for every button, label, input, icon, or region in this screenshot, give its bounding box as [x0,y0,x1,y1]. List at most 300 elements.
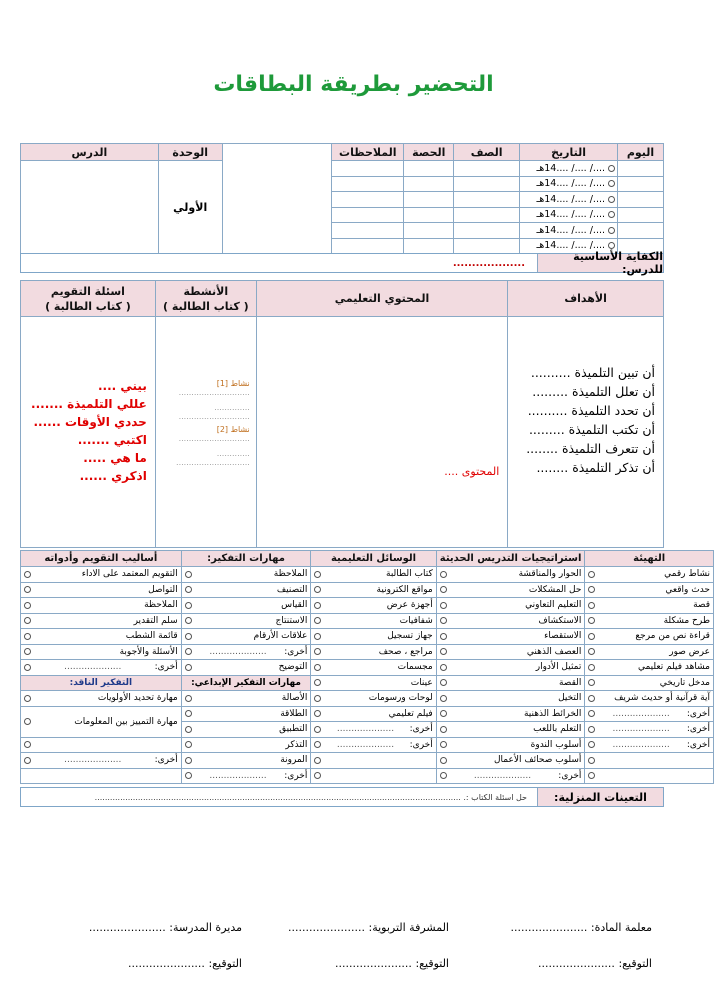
unit-value: الأولي [158,161,222,254]
objective-item: أن تكتب التلميذة ......... [528,422,655,437]
warmup-option-label: مشاهد فيلم تعليمي [637,662,710,673]
assessment-cell[interactable] [21,567,182,583]
radio-icon [314,602,321,609]
strategy-option[interactable] [440,755,582,765]
lesson-info-table [20,143,664,254]
thinking-cell[interactable] [181,613,311,629]
evaluation-item: بيني .... [97,379,147,393]
warmup-cell[interactable] [585,753,714,769]
radio-icon [440,617,447,624]
radio-icon [440,710,447,717]
radio-icon [185,571,192,578]
strategy-option[interactable] [440,600,582,610]
evaluation-item: حددي الأوقات ...... [33,415,147,429]
day-cell[interactable] [618,223,664,239]
radio-icon [185,757,192,764]
thinking-option[interactable] [185,569,308,579]
warmup-cell[interactable] [585,706,714,722]
aid-option[interactable] [314,662,432,672]
strategy-cell[interactable] [436,629,585,645]
period-cell[interactable] [404,176,454,192]
thinking-option-label: أخرى: [284,770,308,781]
activities-cell[interactable] [155,317,256,548]
warmup-option[interactable] [588,616,710,626]
other-dots: .................... [612,724,670,735]
day-cell[interactable] [618,161,664,177]
notes-cell[interactable] [332,192,404,208]
class-cell[interactable] [454,223,520,239]
class-cell[interactable] [454,176,520,192]
principal-sign-field[interactable]: ...................... [128,957,205,970]
radio-icon [440,726,447,733]
radio-icon [440,757,447,764]
thinking-option[interactable] [185,771,308,781]
date-cell[interactable]: ..../ ..../ ....14هـ [520,161,618,177]
aids-header: الوسائل التعليمية [311,551,436,567]
radio-icon [185,772,192,779]
radio-icon [314,726,321,733]
evaluation-header: اسئلة التقويم ( كتاب الطالبة ) [21,281,156,317]
strategy-option-label: أخرى: [558,770,582,781]
evaluation-item: عللي التلميذة ....... [31,397,147,411]
other-dots: .................... [612,739,670,750]
thinking-option[interactable] [185,662,308,672]
aid-option[interactable] [314,693,432,703]
strategy-option-label: الاستقصاء [544,631,582,642]
assessment-cell[interactable] [21,753,182,769]
objective-item: أن تعلل التلميذة ......... [532,384,655,399]
other-dots: .................... [336,739,395,750]
radio-icon [440,772,447,779]
thinking-option-label: أخرى: [284,646,308,657]
aid-cell[interactable] [311,737,436,753]
thinking-cell[interactable] [181,567,311,583]
strategy-option-label: الاستكشاف [538,615,582,626]
warmup-cell[interactable] [585,737,714,753]
core-competency-label: الكفاية الأساسية للدرس: [537,254,663,272]
other-dots: .................... [64,755,122,766]
assessment-cell[interactable] [21,582,182,598]
warmup-cell[interactable] [585,613,714,629]
supervisor-sign-label: التوقيع: ...................... [335,957,449,970]
aid-option[interactable] [314,772,432,779]
strategy-option[interactable] [440,678,582,688]
aid-cell[interactable] [311,691,436,707]
date-cell[interactable]: ..../ ..../ ....14هـ [520,176,618,192]
aid-cell[interactable] [311,613,436,629]
warmup-option[interactable] [588,740,710,750]
thinking-cell[interactable] [181,644,311,660]
radio-icon [314,695,321,702]
radio-icon [440,633,447,640]
aid-cell[interactable] [311,629,436,645]
strategy-option[interactable] [440,724,582,734]
day-cell[interactable] [618,176,664,192]
strategy-option-label: أسلوب الندوة [530,739,582,750]
thinking-option[interactable] [185,647,308,657]
aid-option[interactable] [314,616,432,626]
radio-icon [24,741,31,748]
strategy-option-label: أسلوب صحائف الأعمال [494,755,582,766]
radio-icon [314,586,321,593]
warmup-header: التهيئة [585,551,714,567]
strategy-option-label: التخيل [558,693,582,704]
warmup-option-label: عرض صور [669,646,710,657]
assessment-option-label: مهارة تحديد الأولويات [97,693,178,704]
teaching-methods-table [20,550,714,784]
homework-text[interactable]: حل اسئلة الكتاب :. ................................................................................................................................................ [94,792,527,802]
period-cell[interactable] [404,161,454,177]
aid-option[interactable] [314,631,432,641]
aid-cell[interactable] [311,598,436,614]
assessment-option[interactable] [24,616,178,626]
strategy-cell[interactable] [436,706,585,722]
other-dots: .................... [209,770,267,781]
other-dots: .................... [209,646,267,657]
aid-cell[interactable] [311,660,436,676]
thinking-cell[interactable] [181,691,311,707]
notes-cell[interactable] [332,161,404,177]
radio-icon [314,571,321,578]
aid-option-label: شفافيات [399,615,433,626]
thinking-option[interactable] [185,616,308,626]
aid-option[interactable] [314,757,432,764]
assessment-option[interactable] [24,755,178,765]
aid-option[interactable] [314,585,432,595]
warmup-cell[interactable] [585,722,714,738]
warmup-cell[interactable] [585,768,714,784]
aid-cell[interactable] [311,644,436,660]
aid-option-label: فيلم تعليمي [388,708,433,719]
aid-option[interactable] [314,569,432,579]
teacher-sign-field[interactable]: ...................... [538,957,615,970]
radio-icon [314,617,321,624]
strategies-header: استراتيجيات التدريس الحديثة [436,551,585,567]
core-competency-row [20,250,664,276]
aid-cell[interactable] [311,675,436,691]
strategy-cell[interactable] [436,644,585,660]
strategy-option[interactable] [440,740,582,750]
teacher-field[interactable]: ...................... [510,921,588,934]
aid-option-label: أخرى: [409,724,433,735]
day-cell[interactable] [618,207,664,223]
aid-cell[interactable] [311,722,436,738]
warmup-cell[interactable] [585,644,714,660]
homework-row [20,787,664,807]
strategy-option-label: حل المشكلات [528,584,582,595]
strategy-option-label: الحوار والمناقشة [518,569,582,580]
strategy-cell[interactable] [436,753,585,769]
aid-cell[interactable] [311,706,436,722]
strategy-option[interactable] [440,585,582,595]
lesson-value[interactable] [21,161,159,254]
warmup-cell[interactable] [585,660,714,676]
radio-icon [440,602,447,609]
warmup-cell[interactable] [585,675,714,691]
thinking-cell[interactable] [181,737,311,753]
warmup-option-label: قراءة نص من مرجع [635,631,710,642]
strategy-cell[interactable] [436,660,585,676]
assessment-option[interactable] [24,631,178,641]
thinking-cell[interactable] [181,660,311,676]
thinking-option-label: التصنيف [276,584,308,595]
thinking-option[interactable] [185,709,308,719]
assessment-option[interactable] [24,569,178,579]
date-header: التاريخ [520,144,618,161]
strategy-option[interactable] [440,631,582,641]
aid-cell[interactable] [311,567,436,583]
thinking-cell[interactable] [181,706,311,722]
period-cell[interactable] [404,207,454,223]
supervisor-field[interactable]: ...................... [288,921,365,934]
radio-icon [24,617,31,624]
strategy-option-label: القصة [558,677,582,688]
content-cell[interactable] [256,317,507,548]
strategy-cell[interactable] [436,613,585,629]
aid-option[interactable] [314,709,432,719]
strategy-option[interactable] [440,693,582,703]
objective-item: أن تتعرف التلميذة ........ [526,441,655,456]
strategy-option[interactable] [440,709,582,719]
thinking-option[interactable] [185,631,308,641]
objective-item: أن تبين التلميذة .......... [530,365,655,380]
empty-cell [21,768,182,784]
thinking-cell[interactable] [181,598,311,614]
assessment-cell[interactable] [21,629,182,645]
teacher-label: معلمة المادة: ...................... [510,921,652,934]
date-cell[interactable]: ..../ ..../ ....14هـ [520,207,618,223]
radio-icon [440,679,447,686]
radio-icon [185,633,192,640]
radio-icon [440,648,447,655]
creative-thinking-header: مهارات التفكير الإبداعي: [181,675,311,691]
page-title: التحضير بطريقة البطاقات [213,72,494,97]
strategy-option-label: الخرائط الذهنية [523,708,582,719]
class-cell[interactable] [454,238,520,254]
thinking-cell[interactable] [181,768,311,784]
strategy-cell[interactable] [436,567,585,583]
period-cell[interactable] [404,223,454,239]
aid-option-label: لوحات ورسومات [368,693,433,704]
assessment-option[interactable] [24,741,178,748]
warmup-option[interactable] [588,772,710,779]
class-cell[interactable] [454,207,520,223]
supervisor-sign-field[interactable]: ...................... [335,957,412,970]
warmup-option[interactable] [588,569,710,579]
aid-option-label: مجسمات [397,662,433,673]
evaluation-cell[interactable] [21,317,156,548]
radio-icon [608,242,615,249]
strategy-cell[interactable] [436,691,585,707]
date-cell[interactable]: ..../ ..../ ....14هـ [520,192,618,208]
thinking-cell[interactable] [181,722,311,738]
strategy-option-label: التعلم باللعب [533,724,582,735]
assessment-cell[interactable] [21,644,182,660]
activity-1-label: نشاط [1] [216,379,250,388]
assessment-option-label: التقويم المعتمد على الاداء [81,569,178,580]
thinking-option[interactable] [185,740,308,750]
activity-line: ............................ [178,388,250,397]
evaluation-item: اذكري ...... [79,469,147,483]
strategy-option-label: التعليم التعاوني [525,600,582,611]
warmup-cell[interactable] [585,691,714,707]
warmup-option-label: أخرى: [686,739,710,750]
period-cell[interactable] [404,192,454,208]
aid-option[interactable] [314,724,432,734]
strategy-cell[interactable] [436,598,585,614]
activity-line: ............. [216,449,250,458]
assessment-option[interactable] [24,662,178,672]
radio-icon [24,648,31,655]
strategy-option[interactable] [440,771,582,781]
radio-icon [24,695,31,702]
aid-cell[interactable] [311,582,436,598]
assessment-option[interactable] [24,647,178,657]
thinking-option-label: الأصالة [281,693,308,704]
notes-cell[interactable] [332,223,404,239]
assessment-option-label: الملاحظة [144,600,178,611]
thinking-cell[interactable] [181,629,311,645]
assessment-cell[interactable] [21,660,182,676]
radio-icon [24,586,31,593]
supervisor-label: المشرفة التربوية: ...................... [288,921,449,934]
radio-icon [24,718,31,725]
warmup-option[interactable] [588,600,710,610]
aid-option[interactable] [314,678,432,688]
day-cell[interactable] [618,192,664,208]
activity-line: .............. [214,403,250,412]
class-cell[interactable] [454,192,520,208]
strategy-option[interactable] [440,569,582,579]
date-cell[interactable]: ..../ ..../ ....14هـ [520,238,618,254]
class-cell[interactable] [454,161,520,177]
radio-icon [24,633,31,640]
notes-cell[interactable] [332,176,404,192]
radio-icon [24,664,31,671]
warmup-cell[interactable] [585,582,714,598]
assessment-cell[interactable] [21,706,182,737]
warmup-option[interactable] [588,724,710,734]
radio-icon [314,741,321,748]
warmup-option[interactable] [588,709,710,719]
assessment-option-label: الأسئلة والأجوبة [119,646,178,657]
strategy-option[interactable] [440,662,582,672]
warmup-cell[interactable] [585,567,714,583]
assessment-cell[interactable] [21,691,182,707]
radio-icon [185,664,192,671]
aid-option[interactable] [314,600,432,610]
warmup-option[interactable] [588,757,710,764]
assessment-option[interactable] [24,585,178,595]
period-cell[interactable] [404,238,454,254]
assessment-option[interactable] [24,600,178,610]
strategy-option-label: العصف الذهني [526,646,582,657]
objective-item: أن تذكر التلميذة ........ [536,460,655,475]
assessment-option[interactable] [24,693,178,703]
radio-icon [314,633,321,640]
strategy-option[interactable] [440,616,582,626]
radio-icon [314,757,321,764]
warmup-option[interactable] [588,662,710,672]
assessment-option[interactable] [24,715,178,729]
strategy-option[interactable] [440,647,582,657]
assessment-header: أساليب التقويم وأدواته [21,551,182,567]
radio-icon [608,211,615,218]
notes-cell[interactable] [332,207,404,223]
period-header: الحصة [404,144,454,161]
thinking-cell[interactable] [181,753,311,769]
warmup-option[interactable] [588,647,710,657]
class-header: الصف [454,144,520,161]
aid-cell[interactable] [311,753,436,769]
warmup-option[interactable] [588,693,710,703]
radio-icon [314,679,321,686]
assessment-option-label: أخرى: [154,755,178,766]
lesson-plan-table [20,280,664,548]
activity-2-label: نشاط [2] [216,425,250,434]
critical-thinking-header: التفكير الناقد: [21,675,182,691]
aid-cell[interactable] [311,768,436,784]
strategy-cell[interactable] [436,675,585,691]
radio-icon [588,695,595,702]
activity-line: ............................ [178,434,250,443]
radio-icon [588,664,595,671]
assessment-option-label: التواصل [148,584,178,595]
strategy-cell[interactable] [436,737,585,753]
aid-option-label: مراجع ، صحف [378,646,433,657]
warmup-option-label: أخرى: [686,708,710,719]
thinking-option[interactable] [185,600,308,610]
warmup-cell[interactable] [585,629,714,645]
principal-field[interactable]: ...................... [88,921,166,934]
date-cell[interactable]: ..../ ..../ ....14هـ [520,223,618,239]
thinking-option[interactable] [185,755,308,765]
assessment-cell[interactable] [21,613,182,629]
thinking-option[interactable] [185,693,308,703]
notes-cell[interactable] [332,238,404,254]
warmup-option-label: حدث واقعي [665,584,710,595]
warmup-option[interactable] [588,631,710,641]
aid-option[interactable] [314,647,432,657]
radio-icon [588,602,595,609]
radio-icon [588,679,595,686]
aid-option-label: أجهزة عرض [386,600,433,611]
strategy-cell[interactable] [436,768,585,784]
radio-icon [314,648,321,655]
aid-option[interactable] [314,740,432,750]
warmup-option[interactable] [588,585,710,595]
teacher-sign-label: التوقيع: ...................... [538,957,652,970]
warmup-cell[interactable] [585,598,714,614]
strategy-cell[interactable] [436,722,585,738]
thinking-option[interactable] [185,724,308,734]
core-competency-value[interactable]: ................... [452,257,525,269]
warmup-option-label: مدخل تاريخي [659,677,710,688]
warmup-option-label: آية قرآنية أو حديث شريف [614,693,710,704]
radio-icon [24,602,31,609]
radio-icon [440,664,447,671]
radio-icon [185,695,192,702]
strategy-cell[interactable] [436,582,585,598]
warmup-option[interactable] [588,678,710,688]
assessment-cell[interactable] [21,737,182,753]
objectives-cell[interactable] [508,317,664,548]
thinking-cell[interactable] [181,582,311,598]
content-header: المحتوي التعليمي [256,281,507,317]
activity-line: ............................ [178,412,250,421]
thinking-option[interactable] [185,585,308,595]
assessment-cell[interactable] [21,598,182,614]
